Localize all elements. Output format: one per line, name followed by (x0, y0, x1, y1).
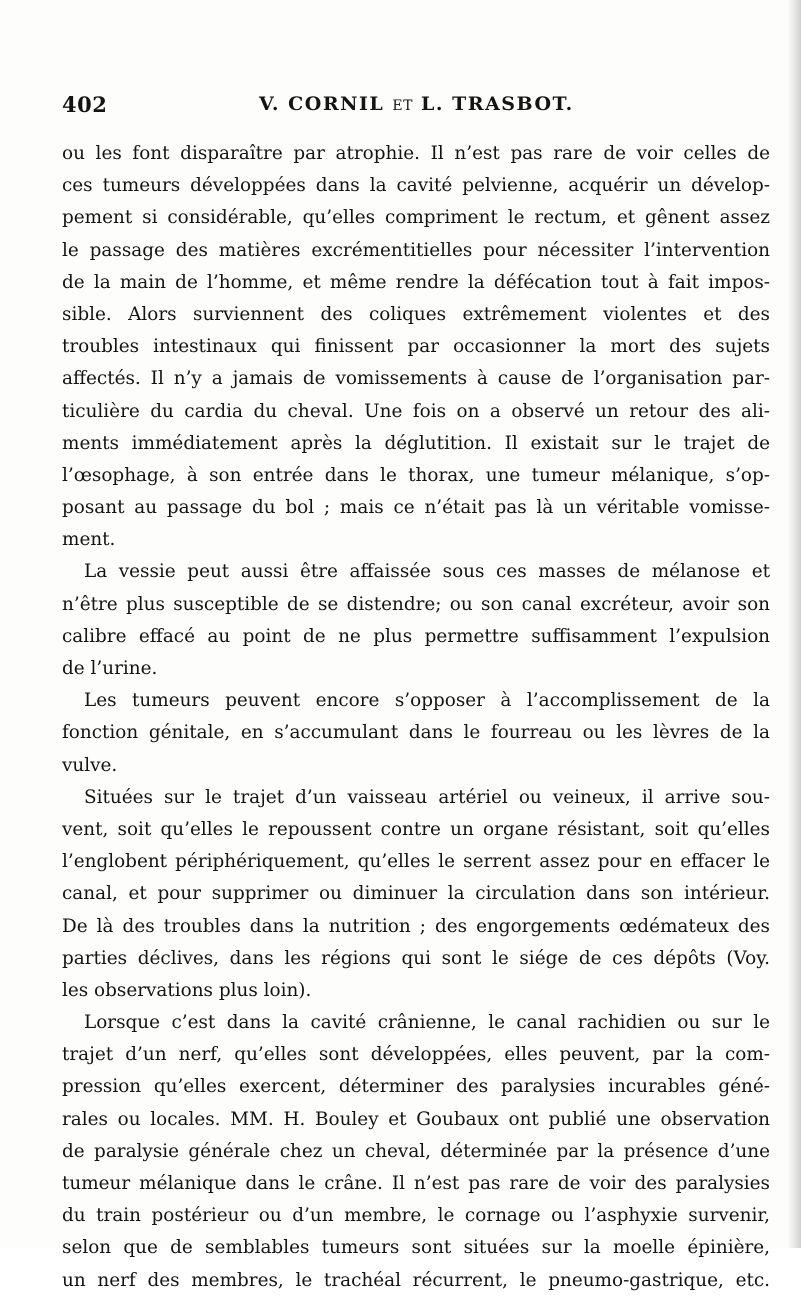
text-line: ou les font disparaître par atrophie. Il n’est pas rare de voir celles de (62, 143, 770, 164)
text-line: Les tumeurs peuvent encore s’opposer à l’accomplissement de la (84, 690, 770, 712)
text-line: un nerf des membres, le trachéal récurrent, le pneumo-gastrique, etc. (62, 1269, 770, 1291)
text-line: ments immédiatement après la déglutition. Il existait sur le trajet de (62, 432, 770, 454)
text-line: vulve. (62, 754, 118, 776)
text-line: du train postérieur ou d’un membre, le cornage ou l’asphyxie survenir, (62, 1205, 770, 1227)
text-line: troubles intestinaux qui finissent par occasionner la mort des sujets (62, 336, 770, 358)
text-line: les observations plus loin). (62, 979, 312, 1001)
text-line: le passage des matières excrémentitielles pour nécessiter l’intervention (62, 239, 770, 261)
text-line: vent, soit qu’elles le repoussent contre un organe résistant, soit qu’elles (62, 818, 770, 840)
text-line: Lorsque c’est dans la cavité crânienne, le canal rachidien ou sur le (84, 1012, 770, 1034)
page-header (62, 92, 762, 122)
page-edge-shadow (787, 0, 801, 1248)
running-head-conjunction: ET (392, 98, 413, 114)
text-line: ticulière du cardia du cheval. Une fois on a observé un retour des ali- (62, 400, 770, 422)
body-text (62, 138, 770, 1297)
page-number: 402 (62, 92, 108, 117)
text-line: ces tumeurs développées dans la cavité pelvienne, acquérir un dévelop- (62, 175, 770, 197)
text-line: trajet d’un nerf, qu’elles sont développées, elles peuvent, par la com- (62, 1044, 770, 1066)
text-line: tumeur mélanique dans le crâne. Il n’est pas rare de voir des paralysies (62, 1173, 770, 1194)
text-line: posant au passage du bol ; mais ce n’était pas là un véritable vomisse- (62, 497, 770, 519)
text-line: rales ou locales. MM. H. Bouley et Goubaux ont publié une observation (62, 1108, 770, 1130)
text-line: calibre effacé au point de ne plus permettre suffisamment l’expulsion (62, 625, 770, 647)
text-line: pement si considérable, qu’elles compriment le rectum, et gênent assez (62, 207, 770, 229)
text-line: de paralysie générale chez un cheval, déterminée par la présence d’une (62, 1140, 770, 1162)
text-line: selon que de semblables tumeurs sont situées sur la moelle épinière, (62, 1237, 770, 1259)
text-line: de la main de l’homme, et même rendre la défécation tout à fait impos- (62, 271, 770, 293)
text-line: Situées sur le trajet d’un vaisseau artériel ou veineux, il arrive sou- (84, 786, 770, 808)
text-line: canal, et pour supprimer ou diminuer la circulation dans son intérieur. (62, 883, 770, 905)
text-line: n’être plus susceptible de se distendre; ou son canal excréteur, avoir son (62, 593, 770, 615)
text-line: pression qu’elles exercent, déterminer des paralysies incurables géné- (62, 1076, 770, 1098)
text-line: sible. Alors surviennent des coliques extrêmement violentes et des (62, 303, 770, 325)
text-line: l’œsophage, à son entrée dans le thorax, une tumeur mélanique, s’op- (62, 464, 770, 486)
text-line: l’englobent périphériquement, qu’elles le serrent assez pour en effacer le (62, 851, 770, 873)
running-head (259, 93, 574, 115)
text-line: ment. (62, 529, 116, 551)
text-line: fonction génitale, en s’accumulant dans le fourreau ou les lèvres de la (62, 722, 770, 744)
text-line: La vessie peut aussi être affaissée sous ces masses de mélanose et (84, 561, 770, 583)
text-line: De là des troubles dans la nutrition ; des engorgements œdémateux des (62, 915, 770, 937)
text-line: affectés. Il n’y a jamais de vomissements à cause de l’organisation par- (62, 368, 770, 390)
text-line: parties déclives, dans les régions qui sont le siége de ces dépôts (Voy. (62, 947, 770, 969)
text-line: de l’urine. (62, 658, 158, 679)
running-head-author-2: L. TRASBOT. (421, 93, 574, 115)
running-head-author-1: V. CORNIL (259, 93, 385, 115)
